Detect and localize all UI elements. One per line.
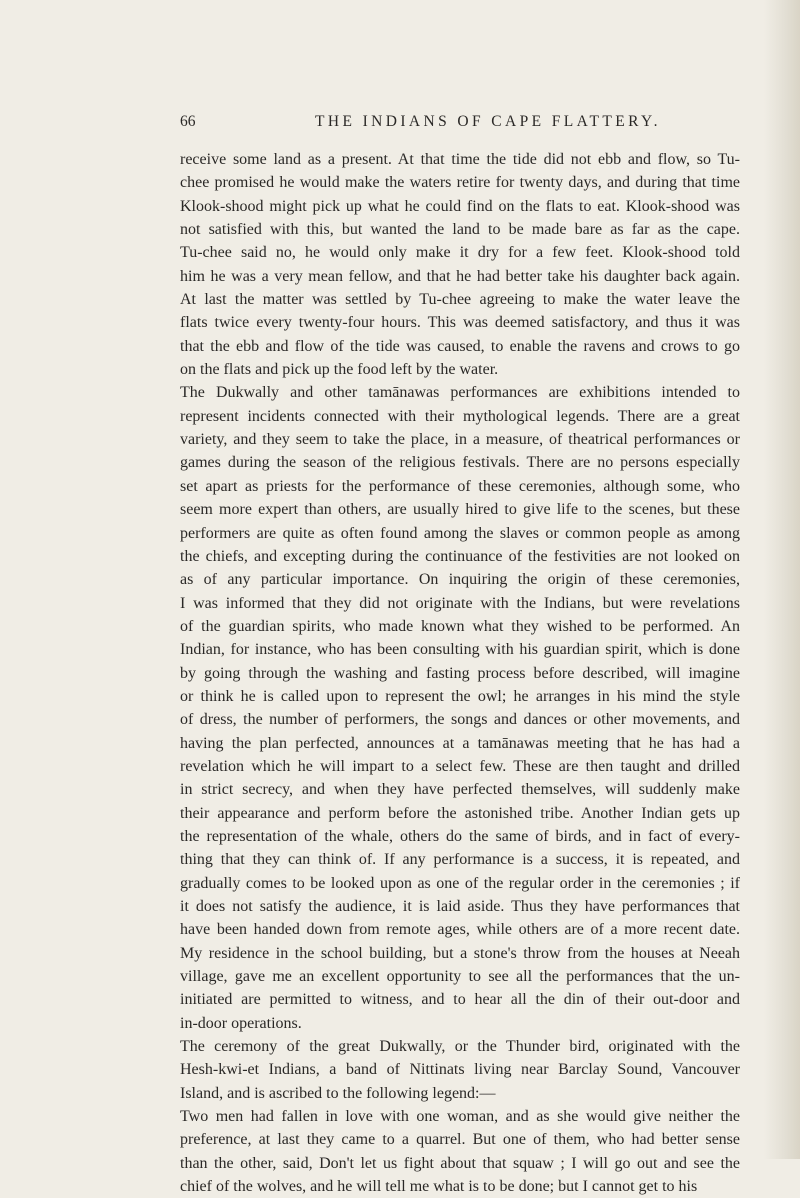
text-line: thing that they can think of. If any performance is a success, it is repeated, and	[180, 851, 740, 869]
text-line: Klook-shood might pick up what he could find on the flats to eat. Klook-shood was	[180, 197, 740, 215]
text-line: I was informed that they did not originate with the Indians, but were revelations	[180, 594, 740, 612]
text-line: not satisfied with this, but wanted the land to be made bare as far as the cape.	[180, 221, 740, 239]
text-line: games during the season of the religious festivals. There are no persons especially	[180, 454, 740, 472]
text-line: on the flats and pick up the food left by the water.	[180, 361, 499, 379]
text-line: initiated are permitted to witness, and to hear all the din of their out-door and	[180, 991, 740, 1009]
text-line: flats twice every twenty-four hours. This was deemed satisfactory, and thus it was	[180, 314, 740, 332]
text-line: of the guardian spirits, who made known what they wished to be performed. An	[180, 617, 740, 635]
text-line: variety, and they seem to take the place, in a measure, of theatrical performances or	[180, 431, 740, 449]
text-line: that the ebb and flow of the tide was caused, to enable the ravens and crows to go	[180, 337, 740, 355]
text-line: village, gave me an excellent opportunity to see all the performances that the un-	[180, 968, 740, 986]
text-line: than the other, said, Don't let us fight about that squaw ; I will go out and see the	[180, 1154, 740, 1172]
text-line: Two men had fallen in love with one woman, and as she would give neither the	[180, 1108, 740, 1126]
text-line: receive some land as a present. At that time the tide did not ebb and flow, so Tu-	[180, 151, 740, 168]
text-line: gradually comes to be looked upon as one of the regular order in the ceremonies ; if	[180, 874, 740, 892]
text-line: Island, and is ascribed to the following legend:—	[180, 1084, 496, 1102]
text-line: set apart as priests for the performance of these ceremonies, although some, who	[180, 477, 740, 495]
text-line: The Dukwally and other tamānawas performances are exhibitions intended to	[180, 384, 740, 402]
text-line: have been handed down from remote ages, while others are of a more recent date.	[180, 921, 740, 939]
page-header	[180, 111, 740, 133]
body-text	[180, 148, 740, 1198]
page-edge-shadow	[764, 0, 800, 1159]
text-line: preference, at last they came to a quarrel. But one of them, who had better sense	[180, 1131, 740, 1149]
text-line: chief of the wolves, and he will tell me what is to be done; but I cannot get to his	[180, 1178, 698, 1196]
text-line: him he was a very mean fellow, and that he had better take his daughter back again.	[180, 267, 740, 285]
text-line: performers are quite as often found among the slaves or common people as among	[180, 524, 740, 542]
text-line: chee promised he would make the waters retire for twenty days, and during that time	[180, 174, 740, 192]
text-line: by going through the washing and fasting process before described, will imagine	[180, 664, 740, 682]
text-line: in-door operations.	[180, 1014, 302, 1032]
text-line: it does not satisfy the audience, it is laid aside. Thus they have performances that	[180, 898, 740, 915]
text-line: Tu-chee said no, he would only make it dry for a few feet. Klook-shood told	[180, 244, 740, 262]
page-number: 66	[180, 113, 196, 130]
running-head: THE INDIANS OF CAPE FLATTERY.	[315, 113, 661, 130]
text-line: At last the matter was settled by Tu-chee agreeing to make the water leave the	[180, 291, 740, 309]
text-line: of dress, the number of performers, the songs and dances or other movements, and	[180, 711, 740, 729]
text-line: The ceremony of the great Dukwally, or the Thunder bird, originated with the	[180, 1038, 740, 1056]
text-line: seem more expert than others, are usually hired to give life to the scenes, but these	[180, 501, 740, 519]
text-line: in strict secrecy, and when they have perfected themselves, will suddenly make	[180, 781, 740, 799]
text-line: the chiefs, and excepting during the continuance of the festivities are not looked on	[180, 547, 740, 565]
text-line: Hesh-kwi-et Indians, a band of Nittinats living near Barclay Sound, Vancouver	[180, 1061, 740, 1079]
text-line: their appearance and perform before the astonished tribe. Another Indian gets up	[180, 804, 740, 822]
text-line: represent incidents connected with their mythological legends. There are a great	[180, 407, 740, 425]
text-line: the representation of the whale, others do the same of birds, and in fact of every-	[180, 827, 740, 845]
text-line: revelation which he will impart to a select few. These are then taught and drilled	[180, 757, 740, 775]
text-line: or think he is called upon to represent the owl; he arranges in his mind the style	[180, 687, 740, 705]
text-line: Indian, for instance, who has been consulting with his guardian spirit, which is done	[180, 641, 740, 659]
text-line: as of any particular importance. On inquiring the origin of these ceremonies,	[180, 571, 740, 589]
text-line: having the plan perfected, announces at a tamānawas meeting that he has had a	[180, 734, 740, 752]
text-line: My residence in the school building, but a stone's throw from the houses at Neeah	[180, 944, 740, 962]
